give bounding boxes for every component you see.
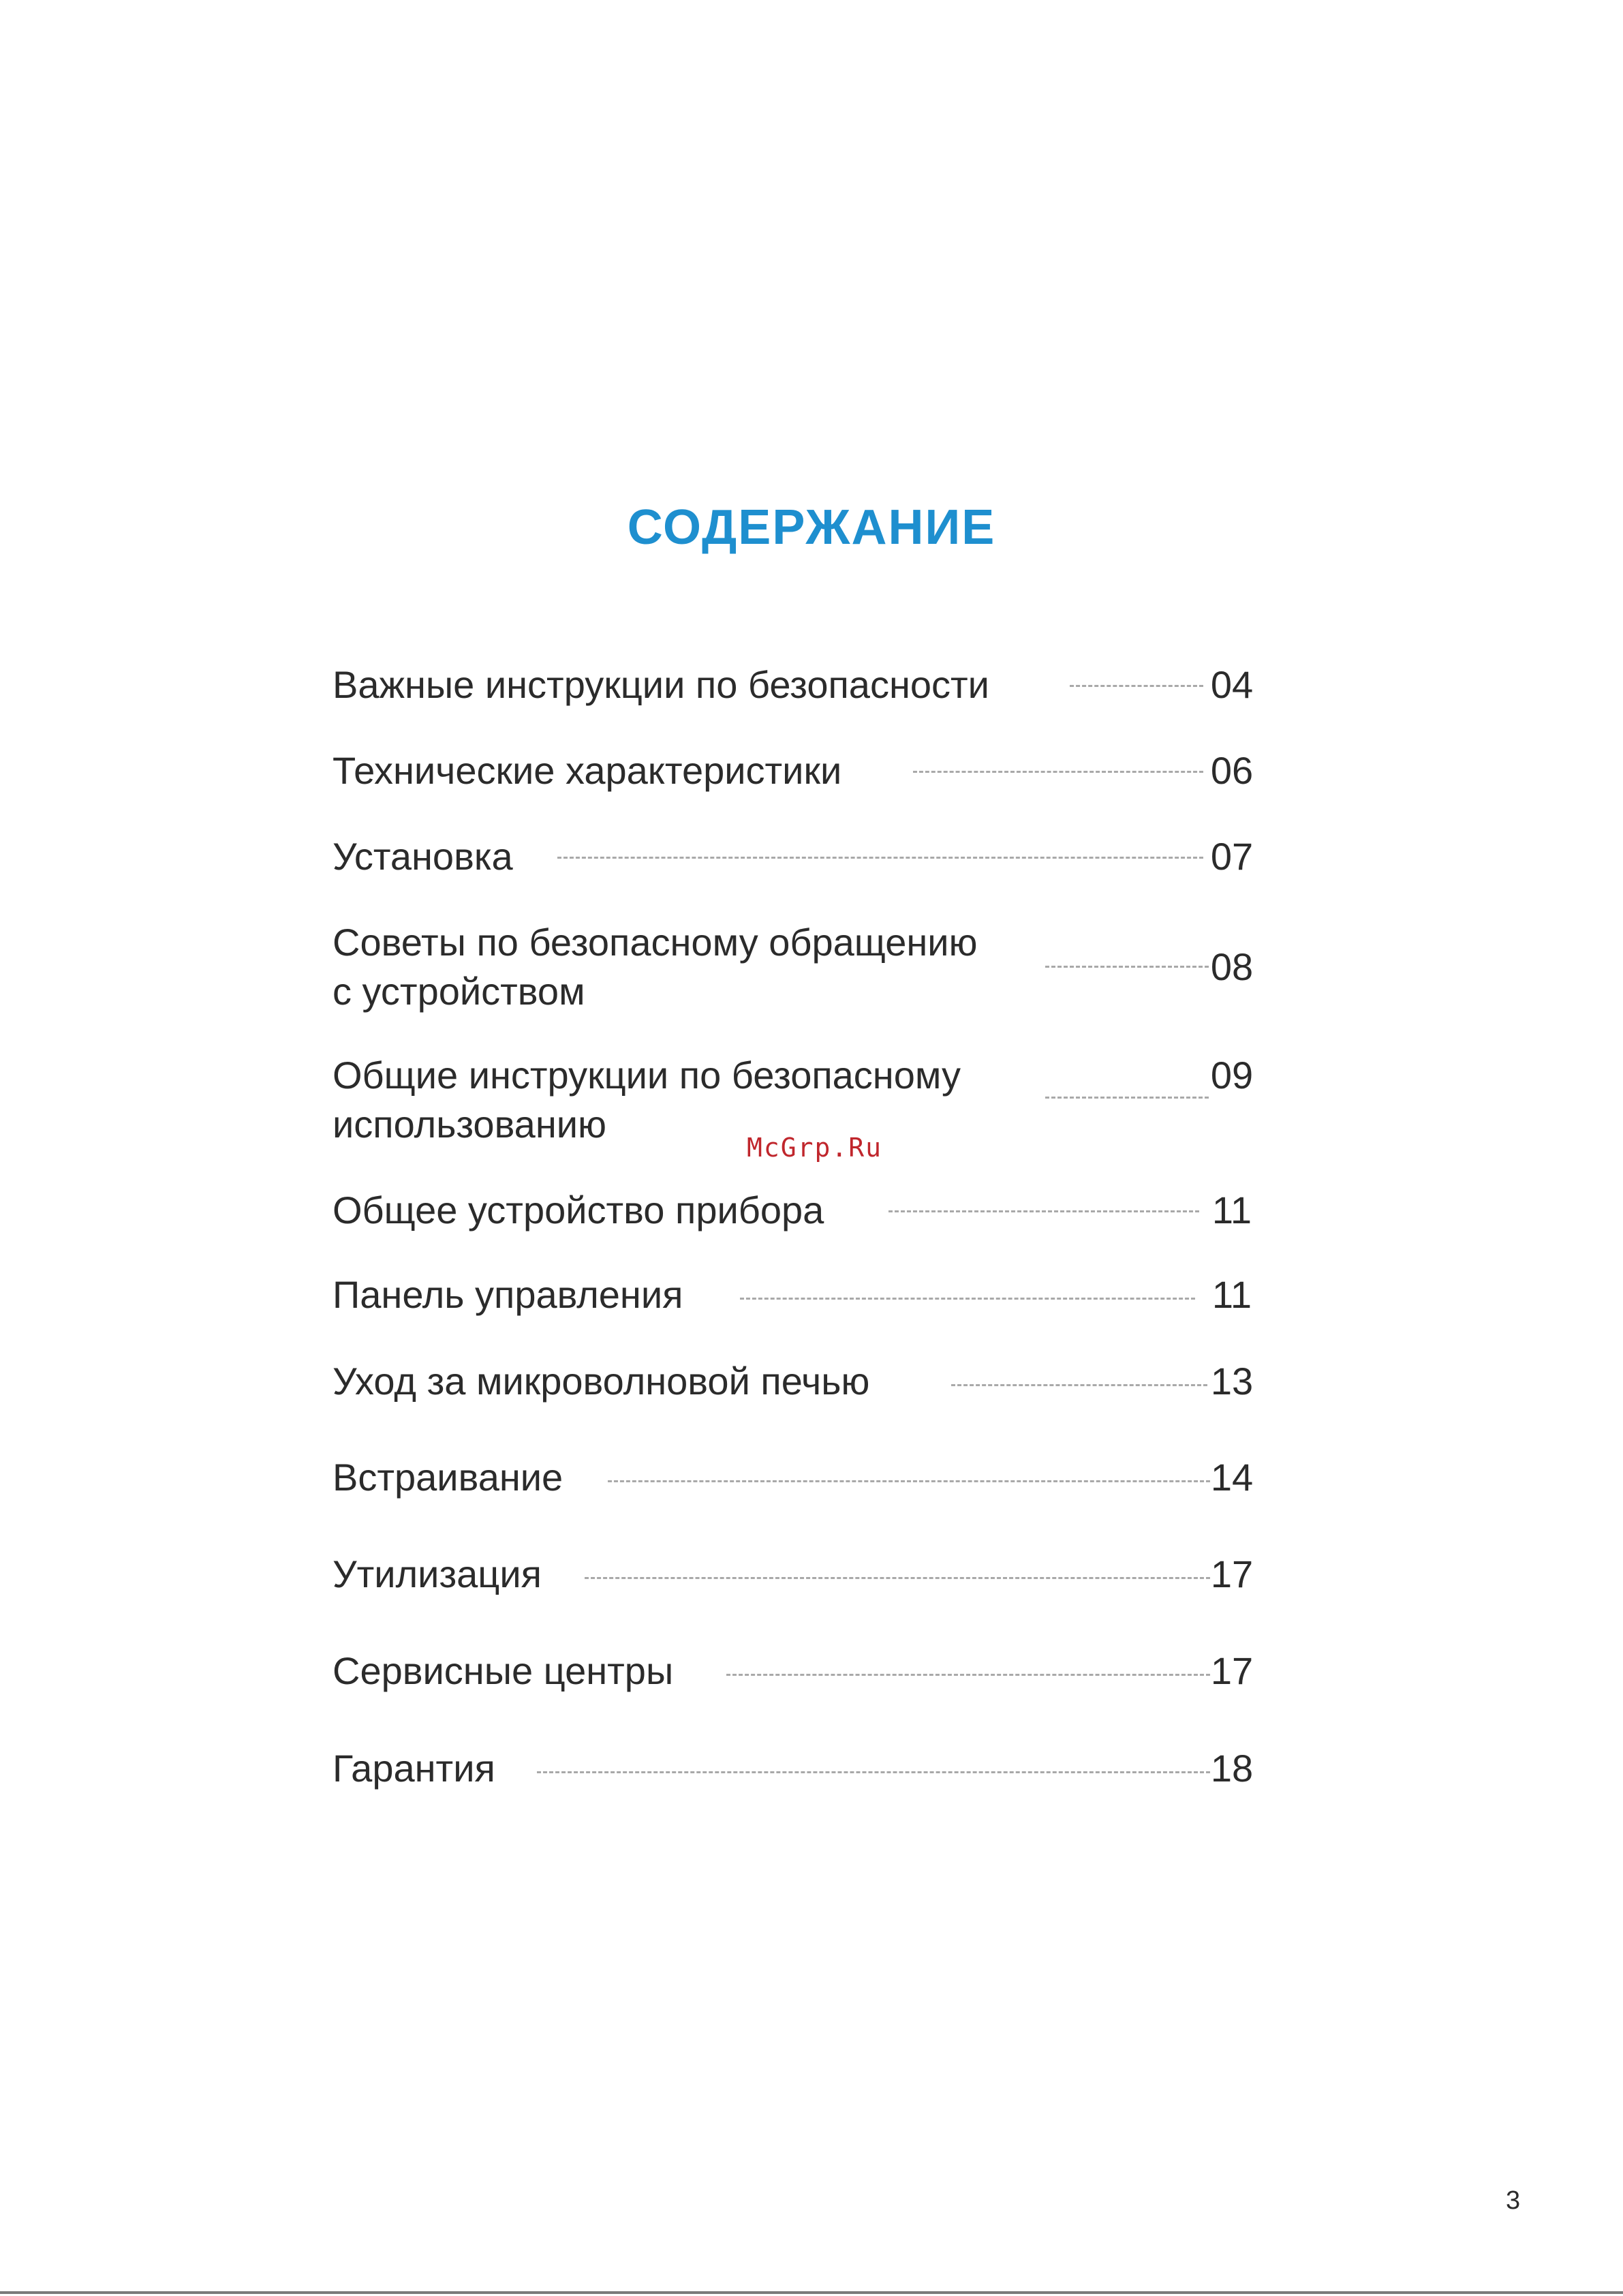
toc-entry-title <box>333 1550 542 1599</box>
toc-page-number: 07 <box>1210 835 1254 878</box>
toc-page-number: 14 <box>1210 1456 1254 1499</box>
toc-entry-title-line: Уход за микроволновой печью <box>333 1360 870 1403</box>
toc-entry-title <box>333 660 989 709</box>
toc-leader-dots <box>726 1674 1210 1676</box>
toc-entry-title-line: Советы по безопасному обращению <box>333 921 978 964</box>
toc-entry-title-line: Важные инструкции по безопасности <box>333 663 989 706</box>
toc-page-number: 06 <box>1210 749 1254 792</box>
toc-leader-dots <box>913 771 1203 773</box>
watermark-text: McGrp.Ru <box>747 1133 883 1163</box>
toc-page-number: 17 <box>1210 1649 1254 1692</box>
toc-leader-dots <box>585 1577 1210 1579</box>
toc-entry-title-line: Гарантия <box>333 1747 495 1790</box>
toc-page-number: 13 <box>1210 1360 1254 1403</box>
toc-entry-title-line: использованию <box>333 1103 607 1146</box>
toc-leader-dots <box>888 1210 1199 1212</box>
toc-entry-title-line: Общее устройство прибора <box>333 1189 824 1231</box>
toc-leader-dots <box>1045 1097 1209 1099</box>
toc-page-number: 11 <box>1211 1189 1252 1231</box>
toc-leader-dots <box>740 1298 1195 1300</box>
toc-page-number: 17 <box>1210 1552 1254 1595</box>
toc-entry-title-line: Встраивание <box>333 1456 563 1499</box>
toc-entry-title <box>333 832 513 881</box>
toc-entry-title <box>333 918 978 1016</box>
toc-leader-dots <box>1045 966 1209 968</box>
toc-entry-title <box>333 1357 869 1406</box>
toc-entry-title-line: с устройством <box>333 970 585 1013</box>
toc-page-number: 04 <box>1210 663 1254 706</box>
page-title: СОДЕРЖАНИЕ <box>627 500 996 555</box>
toc-entry-title <box>333 1186 824 1235</box>
page-number: 3 <box>1506 2186 1521 2215</box>
toc-entry-title <box>333 746 841 795</box>
toc-entry-title-line: Панель управления <box>333 1273 683 1316</box>
toc-page-number: 09 <box>1210 1054 1254 1097</box>
toc-entry-title <box>333 1647 673 1696</box>
toc-leader-dots <box>1070 685 1203 687</box>
toc-entry-title <box>333 1744 495 1793</box>
toc-page-number: 08 <box>1210 945 1254 988</box>
toc-leader-dots <box>608 1480 1210 1482</box>
toc-entry-title <box>333 1453 563 1502</box>
toc-leader-dots <box>951 1384 1207 1386</box>
toc-entry-title-line: Сервисные центры <box>333 1649 674 1692</box>
toc-leader-dots <box>557 857 1203 859</box>
page-bottom-rule <box>0 2291 1623 2294</box>
toc-entry-title-line: Утилизация <box>333 1552 542 1595</box>
toc-entry-title-line: Установка <box>333 835 513 878</box>
toc-entry-title-line: Технические характеристики <box>333 749 842 792</box>
toc-page-number: 11 <box>1211 1273 1252 1316</box>
toc-entry-title <box>333 1270 683 1319</box>
toc-entry-title-line: Общие инструкции по безопасному <box>333 1054 961 1097</box>
toc-page-number: 18 <box>1210 1747 1254 1790</box>
toc-leader-dots <box>537 1771 1210 1773</box>
